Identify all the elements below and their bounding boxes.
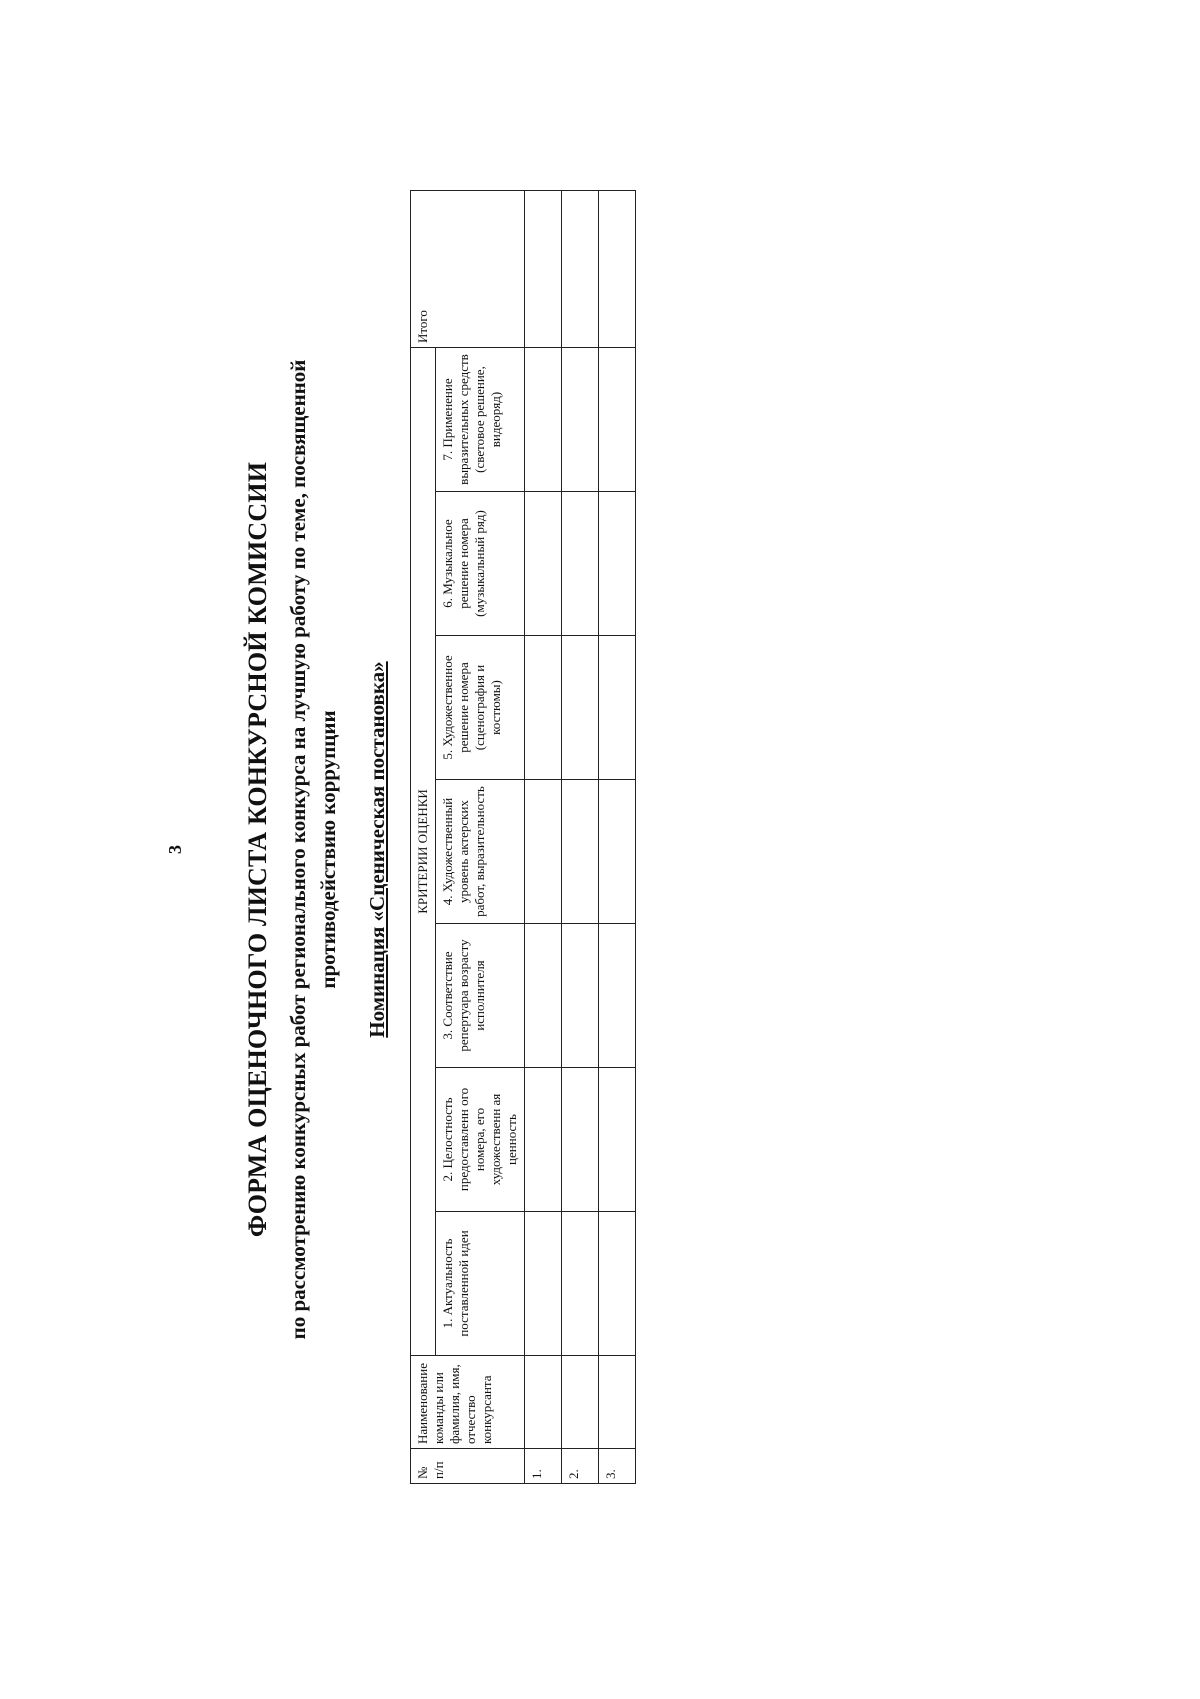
evaluation-table xyxy=(410,190,636,1484)
cell-total[interactable] xyxy=(599,191,636,348)
nomination-heading: Номинация «Сценическая постановка» xyxy=(365,661,389,1038)
cell-criterion-2[interactable] xyxy=(525,1068,562,1212)
cell-criterion-2[interactable] xyxy=(599,1068,636,1212)
header-criterion-4: 4. Художественный уровень актерских работ, выразительность xyxy=(436,780,525,924)
cell-name[interactable] xyxy=(562,1356,599,1449)
subtitle-line-2: противодействию коррупции xyxy=(316,710,340,989)
cell-criterion-3[interactable] xyxy=(525,924,562,1068)
cell-criterion-2[interactable] xyxy=(562,1068,599,1212)
row-number: 3. xyxy=(599,1449,636,1484)
cell-criterion-7[interactable] xyxy=(599,348,636,492)
header-number: № п/п xyxy=(411,1449,525,1484)
header-criterion-3: 3. Соответствие репертуара возрасту исполнителя xyxy=(436,924,525,1068)
cell-total[interactable] xyxy=(562,191,599,348)
header-criterion-7: 7. Применение выразительных средств (световое решение, видеоряд) xyxy=(436,348,525,492)
table-header-row-2 xyxy=(436,191,525,1484)
table-row xyxy=(525,191,562,1484)
cell-criterion-4[interactable] xyxy=(599,780,636,924)
header-criterion-6: 6. Музыкальное решение номера (музыкальный ряд) xyxy=(436,492,525,636)
cell-criterion-1[interactable] xyxy=(562,1212,599,1356)
cell-criterion-7[interactable] xyxy=(562,348,599,492)
row-number: 1. xyxy=(525,1449,562,1484)
cell-total[interactable] xyxy=(525,191,562,348)
cell-criterion-5[interactable] xyxy=(525,636,562,780)
header-total: Итого xyxy=(411,191,525,348)
cell-criterion-3[interactable] xyxy=(599,924,636,1068)
cell-criterion-1[interactable] xyxy=(525,1212,562,1356)
cell-criterion-5[interactable] xyxy=(562,636,599,780)
cell-criterion-1[interactable] xyxy=(599,1212,636,1356)
cell-criterion-3[interactable] xyxy=(562,924,599,1068)
subtitle-line-1: по рассмотрению конкурсных работ регионального конкурса на лучшую работу по теме, посвященной xyxy=(286,359,310,1340)
table-row xyxy=(562,191,599,1484)
cell-criterion-6[interactable] xyxy=(525,492,562,636)
cell-name[interactable] xyxy=(599,1356,636,1449)
cell-criterion-6[interactable] xyxy=(599,492,636,636)
table-header-row-1 xyxy=(411,191,436,1484)
cell-name[interactable] xyxy=(525,1356,562,1449)
header-criterion-1: 1. Актуальность поставленной идеи xyxy=(436,1212,525,1356)
form-title: ФОРМА ОЦЕНОЧНОГО ЛИСТА КОНКУРСНОЙ КОМИССИИ xyxy=(243,461,272,1238)
table-row xyxy=(599,191,636,1484)
header-criterion-2: 2. Целостность предоставленн ого номера, его художественн ая ценность xyxy=(436,1068,525,1212)
cell-criterion-7[interactable] xyxy=(525,348,562,492)
cell-criterion-5[interactable] xyxy=(599,636,636,780)
header-criteria-group: КРИТЕРИИ ОЦЕНКИ xyxy=(411,348,436,1356)
header-criterion-5: 5. Художественное решение номера (сценография и костюмы) xyxy=(436,636,525,780)
cell-criterion-4[interactable] xyxy=(562,780,599,924)
cell-criterion-6[interactable] xyxy=(562,492,599,636)
cell-criterion-4[interactable] xyxy=(525,780,562,924)
page-number: 3 xyxy=(165,845,185,854)
header-contestant-name: Наименование команды или фамилия, имя, отчество конкурсанта xyxy=(411,1356,525,1449)
row-number: 2. xyxy=(562,1449,599,1484)
form-subtitle xyxy=(283,0,343,1699)
